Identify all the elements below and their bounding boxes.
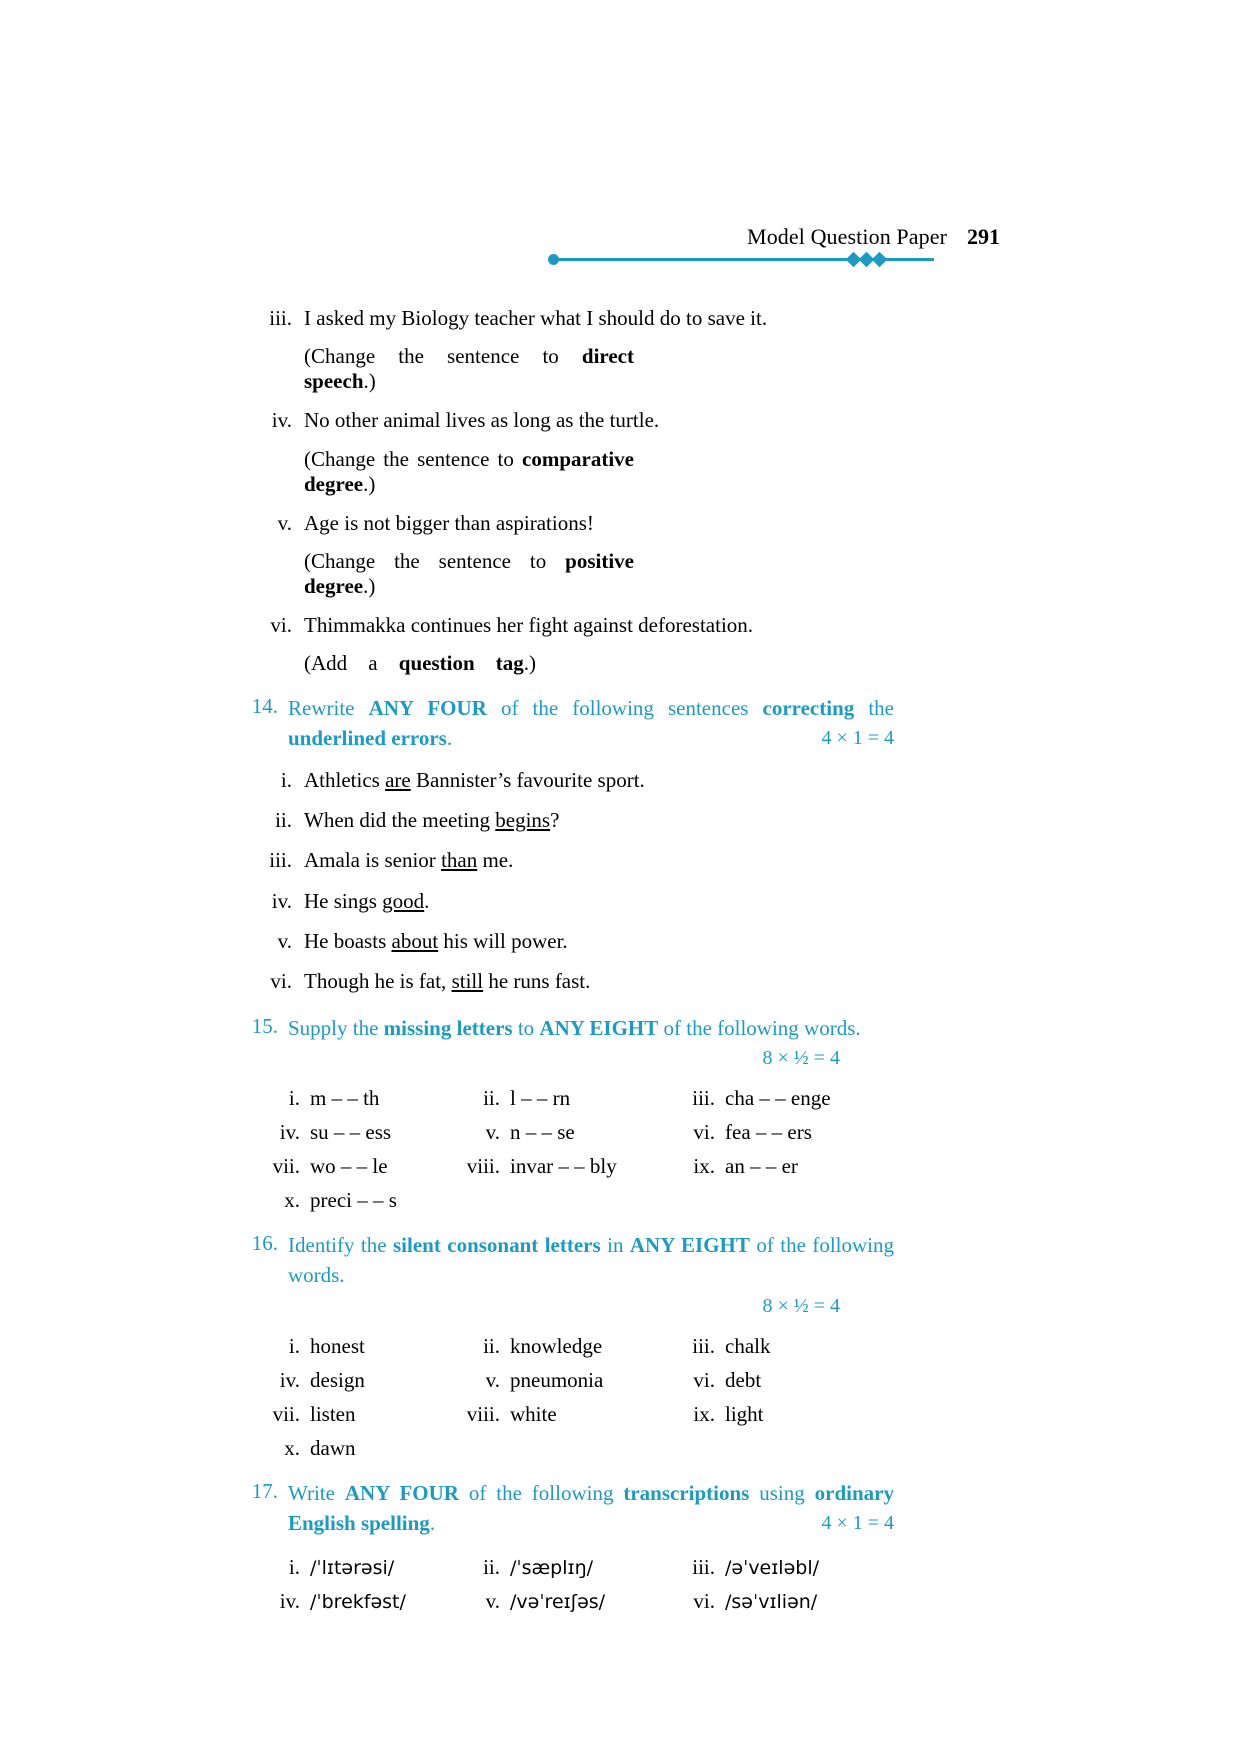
question-15 [246,1014,894,1044]
question-17-transcription-grid [262,1555,862,1614]
grid-row [262,1086,862,1111]
text-after-underline: Bannister’s favourite sport. [410,767,645,792]
item-text [304,968,894,995]
header-title: Model Question Paper [747,224,947,249]
text-before-underline: Athletics [304,767,386,792]
grid-cell [262,1334,462,1359]
question-number: 16. [251,1231,278,1256]
item-roman: v. [277,510,292,535]
grid-cell [462,1334,677,1359]
list-item [246,305,894,332]
item-value: debt [725,1368,762,1393]
instruction-prefix: (Change the sentence to [304,548,566,573]
item-roman: i. [288,1554,300,1579]
grid-cell [462,1120,677,1145]
page-number: 291 [967,224,1000,249]
item-value: l – – rn [510,1086,571,1111]
underlined-error: than [441,848,478,873]
text-after-underline: me. [477,848,514,873]
grid-cell [262,1188,462,1213]
item-roman: iv. [279,1588,300,1613]
item-roman: ii. [483,1334,500,1359]
text-after-underline: his will power. [438,929,568,953]
item-text [304,807,894,834]
question-17 [246,1479,894,1539]
stem-emphasis: silent consonant letters [393,1233,601,1258]
item-value: m – – th [310,1086,380,1111]
item-value: su – – ess [310,1120,392,1145]
instruction-emphasis: direct speech [304,344,634,394]
item-roman: viii. [466,1402,500,1427]
item-value: /ˈlɪtərəsi/ [310,1556,395,1579]
stem-part: . [429,1510,436,1535]
item-text: Age is not bigger than aspirations! [304,510,594,535]
text-after-underline: ? [550,808,560,833]
instruction-prefix: (Change the sentence to [304,344,582,369]
item-instruction [304,447,634,497]
stem-part: Supply the [288,1015,384,1040]
instruction-prefix: (Change the sentence to [304,446,523,471]
grid-cell [462,1368,677,1393]
list-item [246,510,894,537]
question-stem [288,694,894,754]
grid-row [262,1188,862,1213]
page-content [246,292,894,1614]
header-decorative-rule [548,252,992,268]
grid-row [262,1589,862,1614]
stem-part: Identify the [288,1233,393,1258]
underlined-error: about [391,929,439,953]
item-roman: i. [288,1086,300,1111]
grid-cell [262,1589,462,1614]
text-before-underline: Though he is fat, [304,969,452,994]
list-item [246,807,894,834]
list-item [246,928,894,955]
item-value: preci – – s [310,1188,397,1213]
grid-cell [262,1154,462,1179]
grid-row [262,1436,862,1461]
marks-allocation: 8 × ½ = 4 [762,1047,840,1070]
stem-part: using [749,1481,815,1506]
item-value: fea – – ers [725,1120,812,1145]
item-value: listen [310,1402,356,1427]
question-stem [288,1014,894,1044]
item-text: No other animal lives as long as the turtle. [304,408,660,433]
item-text: I asked my Biology teacher what I should do to save it. [304,306,768,330]
stem-emphasis: ANY EIGHT [629,1233,750,1258]
marks-allocation: 4 × 1 = 4 [821,727,894,749]
item-value: an – – er [725,1154,798,1179]
grid-row [262,1334,862,1359]
item-value: knowledge [510,1334,603,1359]
instruction-suffix: .) [363,471,376,496]
grid-cell [462,1086,677,1111]
instruction-emphasis: question tag [398,651,524,676]
item-roman: iii. [269,306,292,330]
grid-row [262,1368,862,1393]
stem-part: . [446,726,453,750]
grid-cell [462,1555,677,1580]
item-roman: v. [485,1588,500,1613]
continued-question-items [246,305,894,676]
stem-emphasis: correcting [762,696,855,721]
item-text [304,767,894,794]
item-value: chalk [725,1334,771,1359]
stem-part: of the following [458,1481,624,1506]
item-roman: vii. [272,1402,300,1427]
stem-part: of the following words. [658,1015,861,1040]
item-roman: vi. [693,1120,715,1145]
grid-row [262,1154,862,1179]
item-value: dawn [310,1436,356,1461]
item-roman: ii. [483,1554,500,1579]
item-roman: iv. [271,888,292,913]
stem-part: of the following words. [288,1233,895,1288]
stem-emphasis: ordinary English spelling [288,1481,894,1535]
instruction-prefix: (Add a [304,651,399,676]
item-roman: x. [284,1436,300,1461]
grid-cell [462,1589,677,1614]
grid-cell [677,1334,862,1359]
item-instruction [304,651,536,676]
item-text [304,928,894,955]
item-value: pneumonia [510,1368,604,1393]
list-item [246,767,894,794]
grid-cell [262,1120,462,1145]
stem-part: the [854,696,894,721]
list-item [246,847,894,874]
item-roman: ii. [483,1086,500,1111]
underlined-error: begins [495,808,551,833]
grid-cell [262,1368,462,1393]
text-after-underline: . [424,888,430,913]
grid-cell [677,1402,862,1427]
list-item [246,612,894,639]
grid-cell [462,1402,677,1427]
stem-part: in [600,1233,630,1258]
question-number: 17. [251,1479,278,1504]
item-value: n – – se [510,1120,575,1145]
list-item [246,407,894,434]
grid-cell [677,1120,862,1145]
stem-emphasis: ANY FOUR [344,1481,459,1506]
item-value: /ˈsæplɪŋ/ [510,1556,594,1579]
instruction-emphasis: positive degree [304,548,634,598]
item-roman: ix. [693,1402,715,1427]
grid-cell [262,1402,462,1427]
item-roman: iii. [692,1554,715,1579]
grid-cell [262,1436,462,1461]
text-before-underline: When did the meeting [304,808,496,833]
list-item [246,888,894,915]
underlined-error: are [385,767,411,792]
item-value: invar – – bly [510,1154,617,1179]
item-value: light [725,1402,764,1427]
item-value: honest [310,1334,365,1359]
grid-cell [462,1154,677,1179]
stem-part: Rewrite [288,696,369,721]
instruction-suffix: .) [363,573,376,598]
item-roman: ix. [693,1154,715,1179]
item-roman: iii. [269,848,292,873]
grid-cell [262,1555,462,1580]
item-value: /vəˈreɪʃəs/ [510,1590,606,1613]
item-value: white [510,1402,557,1427]
stem-part: Write [288,1481,345,1506]
stem-emphasis: ANY EIGHT [539,1015,659,1040]
question-stem [288,1479,894,1539]
item-roman: ii. [275,808,292,833]
grid-row [262,1120,862,1145]
stem-part: to [512,1015,540,1040]
item-value: /ˈbrekfəst/ [310,1590,406,1613]
grid-row [262,1555,862,1580]
item-instruction [304,344,634,394]
grid-cell [677,1368,862,1393]
rule-line [554,258,884,261]
item-roman: iii. [692,1334,715,1359]
item-roman: v. [277,929,292,953]
marks-allocation: 8 × ½ = 4 [762,1295,840,1318]
question-number: 15. [251,1013,278,1038]
item-roman: iii. [692,1086,715,1111]
item-roman: iv. [279,1120,300,1145]
text-after-underline: he runs fast. [483,969,591,994]
stem-emphasis: underlined errors [288,726,447,750]
item-text [304,847,894,874]
item-value: /əˈveɪləbl/ [725,1556,820,1579]
grid-cell [677,1555,862,1580]
item-roman: vii. [272,1154,300,1179]
question-14-items [246,767,894,996]
stem-emphasis: transcriptions [623,1481,750,1506]
item-text: Thimmakka continues her fight against deforestation. [304,612,754,637]
underlined-error: good [382,888,425,913]
instruction-emphasis: comparative degree [304,446,634,496]
item-value: /səˈvɪliən/ [725,1590,818,1613]
text-before-underline: Amala is senior [304,848,442,873]
rule-line-tail [878,258,934,261]
item-roman: vi. [693,1368,715,1393]
item-roman: i. [280,767,292,792]
item-instruction [304,549,634,599]
stem-emphasis: ANY FOUR [368,696,487,721]
item-value: wo – – le [310,1154,388,1179]
question-stem [288,1231,894,1291]
marks-allocation: 4 × 1 = 4 [821,1511,894,1534]
list-item [246,968,894,995]
item-value: design [310,1368,365,1393]
item-roman: viii. [466,1154,500,1179]
grid-cell [262,1086,462,1111]
item-roman: x. [284,1188,300,1213]
grid-row [262,1402,862,1427]
item-text [304,888,894,915]
item-roman: vi. [270,612,292,637]
stem-emphasis: missing letters [383,1015,513,1040]
item-roman: i. [288,1334,300,1359]
instruction-suffix: .) [523,651,537,676]
item-roman: iv. [279,1368,300,1393]
item-value: cha – – enge [725,1086,831,1111]
stem-part: of the following sentences [486,696,763,721]
text-before-underline: He boasts [304,929,392,953]
item-roman: vi. [693,1588,715,1613]
item-roman: v. [485,1120,500,1145]
running-header [620,224,1000,254]
text-before-underline: He sings [304,888,383,913]
question-16-word-grid [262,1334,862,1461]
question-16 [246,1231,894,1291]
question-number: 14. [251,694,278,719]
instruction-suffix: .) [363,369,376,394]
underlined-error: still [451,969,484,994]
question-14 [246,694,894,754]
item-roman: v. [485,1368,500,1393]
item-roman: iv. [271,408,292,433]
question-15-word-grid [262,1086,862,1213]
grid-cell [677,1086,862,1111]
grid-cell [677,1589,862,1614]
grid-cell [677,1154,862,1179]
item-roman: vi. [270,969,292,994]
